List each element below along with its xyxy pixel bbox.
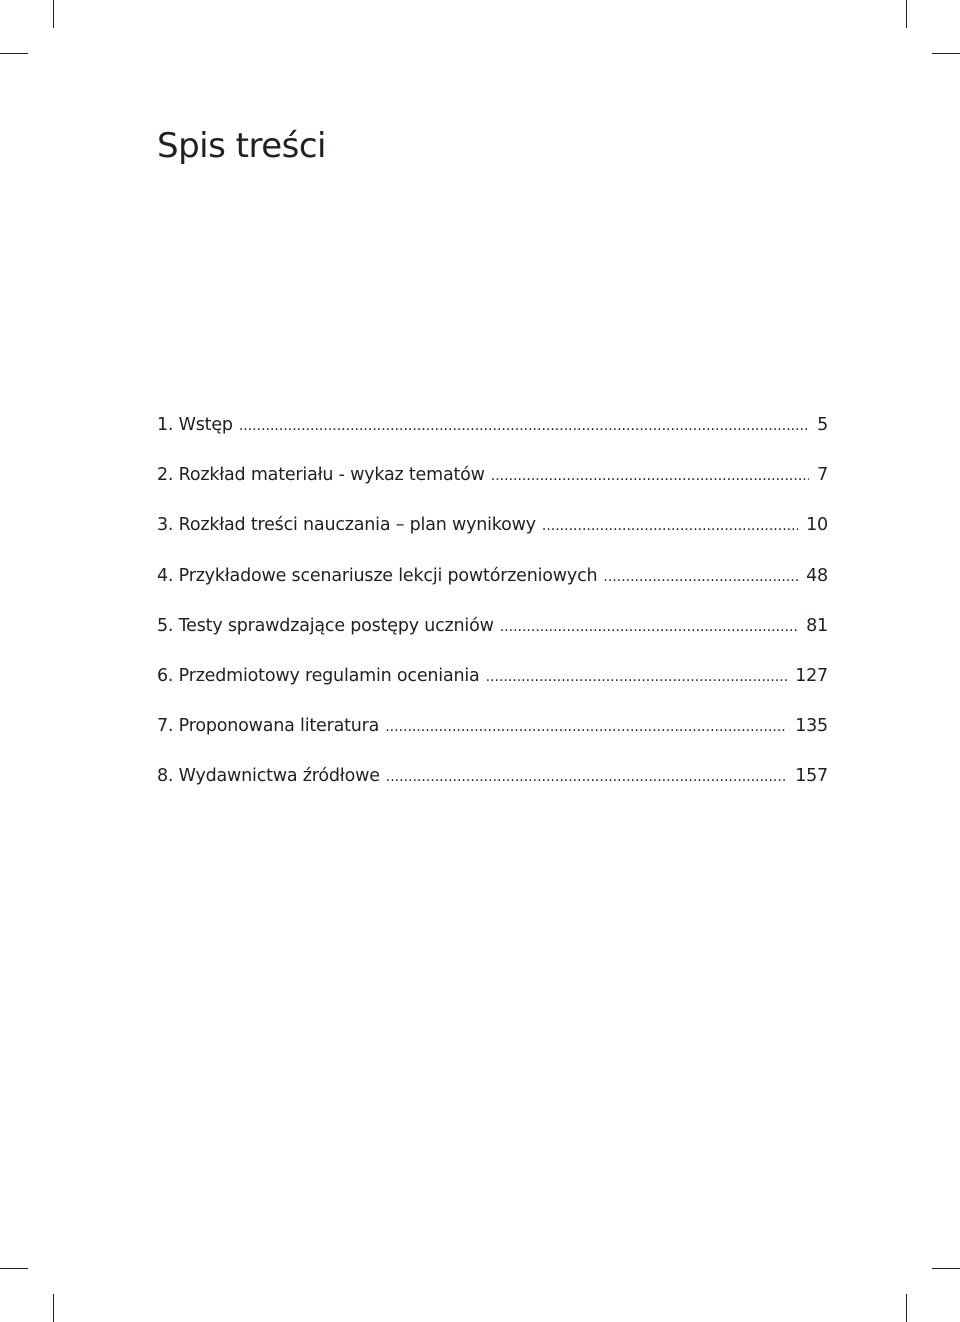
- toc-entry-label: 6. Przedmiotowy regulamin oceniania: [157, 665, 480, 686]
- crop-mark-bottom-right-horizontal: [932, 1268, 960, 1269]
- toc-dot-leader: [603, 562, 798, 592]
- crop-mark-bottom-left-vertical: [53, 1294, 54, 1322]
- crop-mark-bottom-right-vertical: [906, 1294, 907, 1322]
- toc-page-number: 5: [817, 415, 828, 435]
- toc-entry-label: 3. Rozkład treści nauczania – plan wynikowy: [157, 515, 536, 536]
- crop-mark-top-left-vertical: [53, 0, 54, 28]
- toc-entry[interactable]: [157, 510, 828, 560]
- toc-dot-leader: [500, 612, 798, 642]
- toc-page-number: 48: [806, 565, 828, 586]
- toc-page-number: 127: [795, 665, 828, 686]
- toc-page-number: 135: [795, 716, 828, 737]
- crop-mark-top-right-vertical: [906, 0, 907, 28]
- toc-entry-label: 2. Rozkład materiału - wykaz tematów: [157, 465, 485, 486]
- toc-entry[interactable]: [157, 761, 828, 811]
- toc-page-number: 157: [795, 766, 828, 787]
- crop-mark-bottom-left-horizontal: [0, 1268, 28, 1269]
- toc-dot-leader: [542, 511, 798, 541]
- toc-entry[interactable]: [157, 410, 828, 460]
- toc-entry[interactable]: [157, 661, 828, 711]
- toc-entry[interactable]: [157, 460, 828, 510]
- toc-page-number: 7: [817, 465, 828, 486]
- toc-dot-leader: [239, 411, 809, 441]
- toc-entry-label: 7. Proponowana literatura: [157, 716, 380, 737]
- toc-dot-leader: [385, 712, 787, 742]
- toc-page-number: 81: [806, 615, 828, 636]
- toc-dot-leader: [386, 762, 787, 792]
- toc-entry-label: 1. Wstęp: [157, 415, 233, 435]
- toc-dot-leader: [491, 461, 809, 491]
- toc-entry-label: 4. Przykładowe scenariusze lekcji powtórzeniowych: [157, 565, 598, 586]
- toc-page-number: 10: [806, 515, 828, 536]
- toc-entry-label: 5. Testy sprawdzające postępy uczniów: [157, 615, 494, 636]
- toc-entry-label: 8. Wydawnictwa źródłowe: [157, 766, 380, 787]
- toc-dot-leader: [486, 662, 788, 692]
- page-title: Spis treści: [157, 126, 326, 166]
- toc-entry[interactable]: [157, 561, 828, 611]
- table-of-contents: [157, 410, 828, 812]
- crop-mark-top-right-horizontal: [932, 53, 960, 54]
- toc-entry[interactable]: [157, 611, 828, 661]
- crop-mark-top-left-horizontal: [0, 53, 28, 54]
- toc-entry[interactable]: [157, 711, 828, 761]
